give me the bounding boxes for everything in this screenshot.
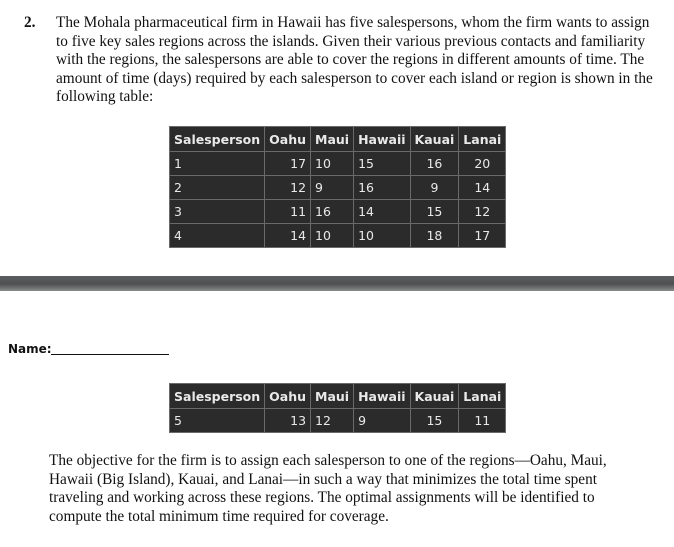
cell-oahu: 13 (265, 409, 311, 433)
cell-maui: 10 (311, 224, 354, 248)
cell-maui: 9 (311, 176, 354, 200)
header-hawaii: Hawaii (354, 384, 410, 409)
objective-paragraph: The objective for the firm is to assign each salesperson to one of the regions—Oahu, Maui, Hawaii (Big Island), Kauai, and Lanai—in such a way that minimizes the total time spent traveling and working across these regions. The optimal assignments will be identified to compute the total minimum time required for coverage. (49, 452, 607, 525)
cell-hawaii: 14 (354, 200, 410, 224)
cell-salesperson: 4 (170, 224, 265, 248)
table-row (170, 200, 506, 224)
cell-lanai: 20 (459, 152, 506, 176)
cell-hawaii: 16 (354, 176, 410, 200)
time-table-part-1 (169, 126, 506, 248)
cell-salesperson: 5 (170, 409, 265, 433)
table-row (170, 152, 506, 176)
table-header-row (170, 384, 506, 409)
time-table-part-2 (169, 383, 506, 433)
header-lanai: Lanai (459, 384, 506, 409)
header-lanai: Lanai (459, 127, 506, 152)
cell-kauai: 15 (410, 200, 459, 224)
header-kauai: Kauai (410, 127, 459, 152)
cell-oahu: 14 (265, 224, 311, 248)
table-header-row (170, 127, 506, 152)
name-input-line[interactable] (51, 354, 169, 355)
cell-oahu: 11 (265, 200, 311, 224)
cell-hawaii: 10 (354, 224, 410, 248)
table-row (170, 176, 506, 200)
cell-kauai: 9 (410, 176, 459, 200)
cell-kauai: 18 (410, 224, 459, 248)
header-maui: Maui (311, 127, 354, 152)
cell-lanai: 12 (459, 200, 506, 224)
cell-hawaii: 9 (354, 409, 410, 433)
cell-lanai: 14 (459, 176, 506, 200)
table-row (170, 409, 506, 433)
cell-hawaii: 15 (354, 152, 410, 176)
header-maui: Maui (311, 384, 354, 409)
header-hawaii: Hawaii (354, 127, 410, 152)
cell-salesperson: 2 (170, 176, 265, 200)
header-kauai: Kauai (410, 384, 459, 409)
cell-oahu: 17 (265, 152, 311, 176)
cell-maui: 12 (311, 409, 354, 433)
cell-salesperson: 3 (170, 200, 265, 224)
name-label: Name: (8, 342, 52, 356)
problem-statement (24, 14, 654, 107)
table-row (170, 224, 506, 248)
cell-maui: 10 (311, 152, 354, 176)
cell-kauai: 16 (410, 152, 459, 176)
cell-oahu: 12 (265, 176, 311, 200)
header-oahu: Oahu (265, 127, 311, 152)
cell-kauai: 15 (410, 409, 459, 433)
problem-text: The Mohala pharmaceutical firm in Hawaii has five salespersons, whom the firm wants to assign to five key sales regions across the islands. Given their various previous contacts and familiarity with the regions, the salespersons are able to cover the regions in different amounts of time. The amount of time (days) required by each salesperson to cover each island or region is shown in the following table: (56, 14, 653, 106)
cell-salesperson: 1 (170, 152, 265, 176)
cell-lanai: 17 (459, 224, 506, 248)
header-salesperson: Salesperson (170, 127, 265, 152)
problem-number: 2. (24, 14, 36, 31)
header-salesperson: Salesperson (170, 384, 265, 409)
cell-lanai: 11 (459, 409, 506, 433)
cell-maui: 16 (311, 200, 354, 224)
page-divider (0, 276, 674, 291)
header-oahu: Oahu (265, 384, 311, 409)
